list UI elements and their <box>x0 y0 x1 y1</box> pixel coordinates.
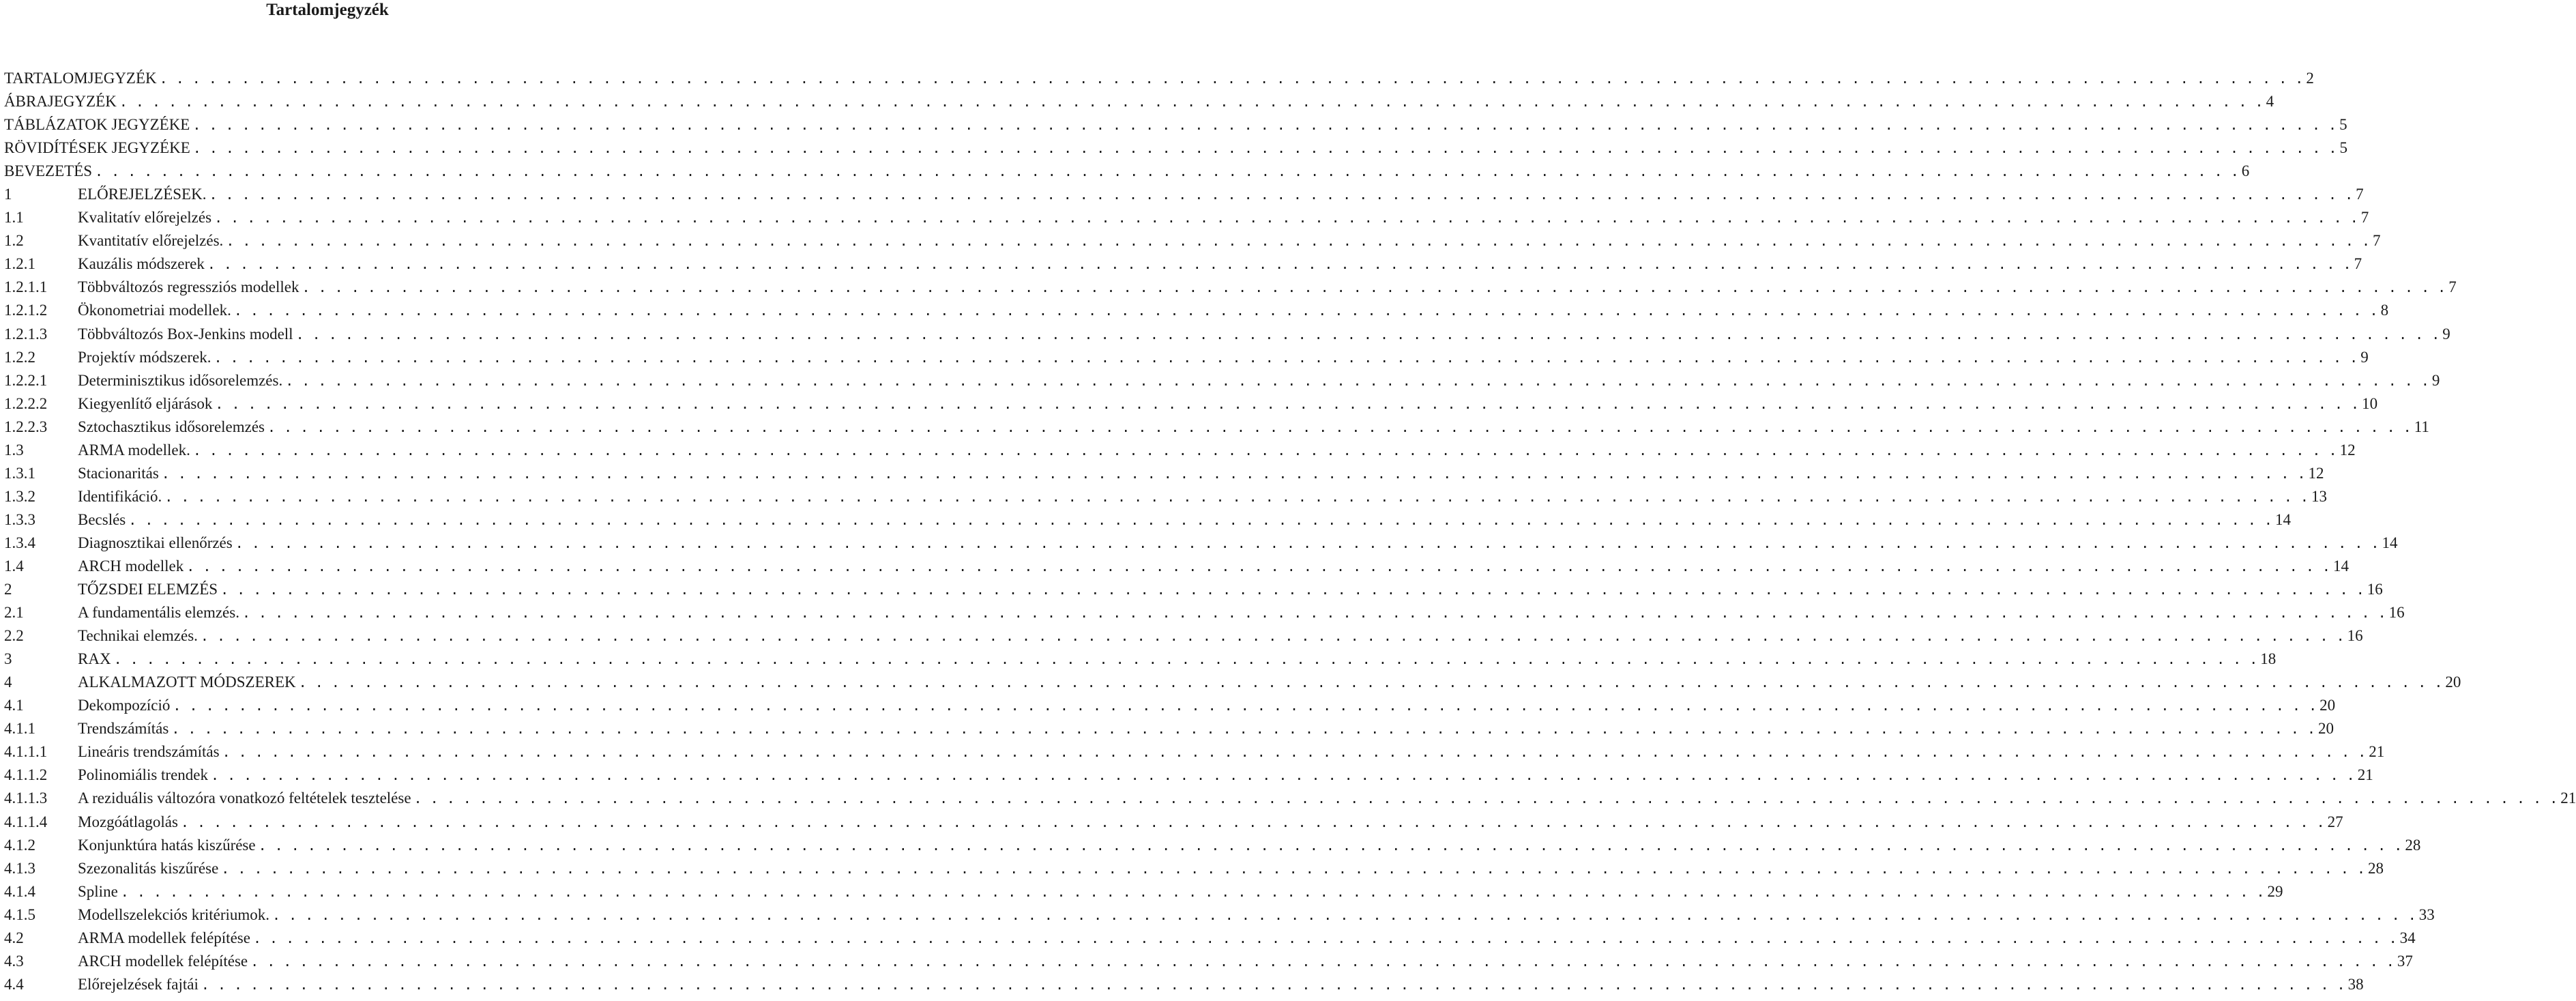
toc-entry[interactable] <box>4 973 2364 996</box>
toc-entry[interactable] <box>4 299 2389 322</box>
toc-entry-number: 1.2.1.1 <box>4 278 48 296</box>
toc-entry-number: 2.1 <box>4 604 24 622</box>
toc-entry[interactable] <box>4 206 2369 229</box>
toc-entry-page: 8 <box>2380 302 2389 319</box>
toc-entry-page: 38 <box>2347 975 2364 993</box>
toc-entry-title: ARMA modellek. <box>78 441 190 459</box>
toc-entry-number: 1.2.2.2 <box>4 394 48 412</box>
toc-entry-number: 4.1 <box>4 697 24 714</box>
toc-entry-page: 20 <box>2319 697 2336 714</box>
toc-entry-page: 12 <box>2339 441 2356 459</box>
toc-entry-number: 1.2.2.3 <box>4 418 48 435</box>
toc-entry-page: 11 <box>2414 418 2429 435</box>
toc-entry-title: Stacionaritás <box>78 464 159 482</box>
toc-dot-leader <box>193 136 2337 160</box>
toc-dot-leader <box>242 601 2386 624</box>
toc-entry-number: 4.1.3 <box>4 859 35 877</box>
toc-entry-title: Szezonalitás kiszűrése <box>78 859 219 877</box>
toc-entry-page: 14 <box>2332 557 2349 575</box>
toc-entry[interactable] <box>4 857 2384 880</box>
toc-entry-page: 7 <box>2356 186 2364 203</box>
toc-entry[interactable] <box>4 927 2416 950</box>
toc-entry-page: 5 <box>2339 116 2347 134</box>
toc-entry-number: 1.4 <box>4 557 24 575</box>
toc-entry-page: 2 <box>2306 70 2314 87</box>
toc-dot-leader <box>234 299 2378 322</box>
toc-dot-leader <box>193 439 2337 462</box>
toc-dot-leader <box>95 160 2239 183</box>
toc-entry-number: 4.3 <box>4 952 24 970</box>
toc-entry-number: 1.1 <box>4 209 24 227</box>
toc-entry[interactable] <box>4 787 2576 810</box>
toc-entry-page: 21 <box>2560 789 2576 807</box>
toc-entry[interactable] <box>4 694 2336 717</box>
toc-entry-title: Előrejelzések fajtái <box>78 975 199 993</box>
toc-entry-number: 4.1.1.4 <box>4 813 48 830</box>
toc-entry-page: 28 <box>2405 836 2421 854</box>
toc-entry-title: Projektív módszerek. <box>78 348 211 366</box>
toc-entry[interactable] <box>4 601 2405 624</box>
toc-dot-leader <box>285 369 2429 392</box>
toc-entry-page: 5 <box>2339 139 2347 157</box>
toc-entry-number: 2.2 <box>4 627 24 645</box>
toc-entry-page: 21 <box>2357 766 2373 784</box>
toc-entry-title: Kauzális módszerek <box>78 255 205 273</box>
toc-dot-leader <box>250 950 2395 973</box>
toc-entry-title: BEVEZETÉS <box>4 162 93 180</box>
toc-dot-leader <box>160 67 2304 90</box>
toc-entry-title: ARCH modellek felépítése <box>78 952 248 970</box>
toc-entry[interactable] <box>4 346 2369 369</box>
toc-entry[interactable] <box>4 416 2429 439</box>
toc-entry-title: ÁBRAJEGYZÉK <box>4 93 117 111</box>
toc-entry-number: 1.2 <box>4 232 24 250</box>
toc-entry-page: 16 <box>2367 581 2383 598</box>
toc-entry-number: 1.2.2.1 <box>4 371 48 389</box>
toc-entry-number: 1.3.2 <box>4 487 35 505</box>
toc-entry[interactable] <box>4 67 2314 90</box>
toc-entry[interactable] <box>4 508 2291 532</box>
toc-entry-page: 14 <box>2382 534 2398 551</box>
toc-dot-leader <box>211 764 2355 787</box>
toc-entry-title: Kiegyenlítő eljárások <box>78 394 213 412</box>
toc-entry-title: Identifikáció. <box>78 487 162 505</box>
toc-entry-page: 34 <box>2399 929 2416 946</box>
toc-entry[interactable] <box>4 740 2385 764</box>
toc-entry-number: 4.1.1.3 <box>4 789 48 807</box>
toc-entry-page: 12 <box>2308 464 2324 482</box>
toc-dot-leader <box>128 508 2272 532</box>
toc-entry-page: 28 <box>2368 859 2384 877</box>
toc-dot-leader <box>299 671 2443 694</box>
toc-entry-page: 4 <box>2266 93 2274 111</box>
toc-entry-title: Ökonometriai modellek. <box>78 302 231 319</box>
toc-entry-page: 29 <box>2267 882 2283 900</box>
toc-entry-number: 4.1.1 <box>4 720 35 738</box>
toc-entry[interactable] <box>4 323 2450 346</box>
toc-entry-page: 14 <box>2274 510 2291 528</box>
toc-dot-leader <box>214 346 2358 369</box>
toc-entry-title: Technikai elemzés. <box>78 627 198 645</box>
toc-entry-title: Modellszelekciós kritériumok. <box>78 905 270 923</box>
toc-entry-number: 3 <box>4 650 12 668</box>
toc-dot-leader <box>119 90 2264 113</box>
toc-dot-leader <box>114 648 2258 671</box>
toc-entry[interactable] <box>4 811 2343 834</box>
toc-entry-page: 20 <box>2318 720 2334 738</box>
toc-entry-title: RAX <box>78 650 111 668</box>
toc-entry-title: Becslés <box>78 510 126 528</box>
toc-dot-leader <box>121 880 2265 903</box>
toc-entry-number: 1.3.4 <box>4 534 35 551</box>
toc-entry-title: TŐZSDEI ELEMZÉS <box>78 581 218 598</box>
toc-entry-title: A fundamentális elemzés. <box>78 604 239 622</box>
toc-entry-title: ALKALMAZOTT MÓDSZEREK <box>78 673 296 691</box>
toc-entry[interactable] <box>4 950 2413 973</box>
toc-entry-page: 9 <box>2431 371 2440 389</box>
toc-entry[interactable] <box>4 462 2324 485</box>
toc-dot-leader <box>296 323 2440 346</box>
toc-entry-title: ARMA modellek felépítése <box>78 929 250 946</box>
toc-dot-leader <box>220 578 2365 601</box>
toc-dot-leader <box>272 903 2416 927</box>
toc-entry[interactable] <box>4 113 2347 136</box>
toc-dot-leader <box>222 740 2367 764</box>
toc-entry-page: 6 <box>2241 162 2250 180</box>
toc-entry-page: 16 <box>2347 627 2363 645</box>
toc-entry-page: 21 <box>2369 743 2385 761</box>
toc-entry-page: 7 <box>2360 209 2369 227</box>
toc-entry-title: Spline <box>78 882 118 900</box>
toc-dot-leader <box>214 206 2358 229</box>
toc-entry-page: 37 <box>2397 952 2413 970</box>
toc-entry-number: 4.1.5 <box>4 905 35 923</box>
toc-dot-leader <box>414 787 2558 810</box>
toc-entry-number: 4.1.2 <box>4 836 35 854</box>
toc-entry-number: 4.1.1.1 <box>4 743 48 761</box>
toc-dot-leader <box>235 532 2380 555</box>
toc-entry-number: 1.3.1 <box>4 464 35 482</box>
toc-dot-leader <box>267 416 2412 439</box>
toc-dot-leader <box>207 252 2352 276</box>
toc-dot-leader <box>226 229 2370 252</box>
toc-dot-leader <box>164 485 2309 508</box>
toc-dot-leader <box>302 276 2446 299</box>
toc-dot-leader <box>201 624 2345 648</box>
toc-entry[interactable] <box>4 532 2398 555</box>
toc-dot-leader <box>171 717 2315 740</box>
toc-dot-leader <box>181 811 2325 834</box>
toc-entry-title: A reziduális változóra vonatkozó feltételek tesztelése <box>78 789 411 807</box>
toc-entry-number: 1.2.2 <box>4 348 35 366</box>
toc-dot-leader <box>173 694 2317 717</box>
toc-entry-title: ARCH modellek <box>78 557 184 575</box>
toc-dot-leader <box>162 462 2306 485</box>
toc-entry[interactable] <box>4 903 2435 927</box>
toc-entry[interactable] <box>4 717 2334 740</box>
toc-entry-page: 33 <box>2418 905 2435 923</box>
toc-entry-number: 1.2.1.2 <box>4 302 48 319</box>
toc-entry[interactable] <box>4 671 2461 694</box>
toc-entry-page: 10 <box>2362 394 2378 412</box>
toc-entry-page: 20 <box>2445 673 2461 691</box>
toc-entry[interactable] <box>4 555 2349 578</box>
toc-entry-page: 9 <box>2442 325 2450 343</box>
toc-entry-number: 1.2.1.3 <box>4 325 48 343</box>
toc-entry-page: 9 <box>2360 348 2369 366</box>
toc-entry-page: 7 <box>2448 278 2457 296</box>
toc-entry-number: 4 <box>4 673 12 691</box>
toc-dot-leader <box>209 183 2353 206</box>
toc-entry-number: 4.1.1.2 <box>4 766 48 784</box>
toc-entry[interactable] <box>4 485 2327 508</box>
toc-entry-title: Mozgóátlagolás <box>78 813 178 830</box>
toc-entry-number: 4.1.4 <box>4 882 35 900</box>
toc-entry-title: Kvalitatív előrejelzés <box>78 209 212 227</box>
toc-entry[interactable] <box>4 578 2383 601</box>
toc-entry-number: 4.4 <box>4 975 24 993</box>
toc-entry-number: 1.3 <box>4 441 24 459</box>
table-of-contents <box>4 67 2576 996</box>
toc-entry-page: 27 <box>2327 813 2343 830</box>
toc-entry-title: ELŐREJELZÉSEK. <box>78 186 207 203</box>
toc-entry-number: 2 <box>4 581 12 598</box>
toc-dot-leader <box>259 834 2403 857</box>
toc-entry-title: Determinisztikus idősorelemzés. <box>78 371 283 389</box>
toc-entry[interactable] <box>4 439 2356 462</box>
toc-entry-title: Polinomiális trendek <box>78 766 209 784</box>
toc-entry-title: Konjunktúra hatás kiszűrése <box>78 836 256 854</box>
toc-entry[interactable] <box>4 369 2440 392</box>
toc-entry-page: 18 <box>2260 650 2277 668</box>
toc-entry-title: Többváltozós regressziós modellek <box>78 278 299 296</box>
toc-entry-page: 13 <box>2311 487 2327 505</box>
toc-entry[interactable] <box>4 834 2421 857</box>
toc-entry-number: 1.2.1 <box>4 255 35 273</box>
toc-entry[interactable] <box>4 392 2378 416</box>
toc-entry[interactable] <box>4 276 2457 299</box>
toc-entry-title: Sztochasztikus idősorelemzés <box>78 418 265 435</box>
toc-entry-number: 4.2 <box>4 929 24 946</box>
toc-entry[interactable] <box>4 880 2283 903</box>
toc-entry[interactable] <box>4 136 2347 160</box>
toc-entry[interactable] <box>4 229 2381 252</box>
toc-entry[interactable] <box>4 183 2364 206</box>
toc-dot-leader <box>186 555 2330 578</box>
toc-entry[interactable] <box>4 764 2373 787</box>
toc-dot-leader <box>192 113 2337 136</box>
toc-entry-page: 7 <box>2373 232 2381 250</box>
toc-dot-leader <box>253 927 2397 950</box>
toc-entry[interactable] <box>4 90 2274 113</box>
toc-entry-title: RÖVIDÍTÉSEK JEGYZÉKE <box>4 139 190 157</box>
toc-entry[interactable] <box>4 160 2250 183</box>
toc-entry[interactable] <box>4 624 2363 648</box>
toc-entry-page: 16 <box>2388 604 2405 622</box>
toc-entry-number: 1 <box>4 186 12 203</box>
toc-entry-page: 7 <box>2354 255 2362 273</box>
toc-entry-number: 1.3.3 <box>4 510 35 528</box>
toc-entry-title: Többváltozós Box-Jenkins modell <box>78 325 293 343</box>
toc-entry-title: TARTALOMJEGYZÉK <box>4 70 157 87</box>
toc-entry-title: TÁBLÁZATOK JEGYZÉKE <box>4 116 190 134</box>
toc-dot-leader <box>221 857 2365 880</box>
toc-entry-title: Trendszámítás <box>78 720 169 738</box>
toc-dot-leader <box>201 973 2345 996</box>
page-title: Tartalomjegyzék <box>266 1 389 19</box>
toc-entry-title: Dekompozíció <box>78 697 171 714</box>
toc-entry-title: Kvantitatív előrejelzés. <box>78 232 224 250</box>
toc-entry-title: Lineáris trendszámítás <box>78 743 220 761</box>
toc-entry[interactable] <box>4 252 2362 276</box>
toc-dot-leader <box>215 392 2359 416</box>
toc-entry-title: Diagnosztikai ellenőrzés <box>78 534 233 551</box>
toc-entry[interactable] <box>4 648 2277 671</box>
